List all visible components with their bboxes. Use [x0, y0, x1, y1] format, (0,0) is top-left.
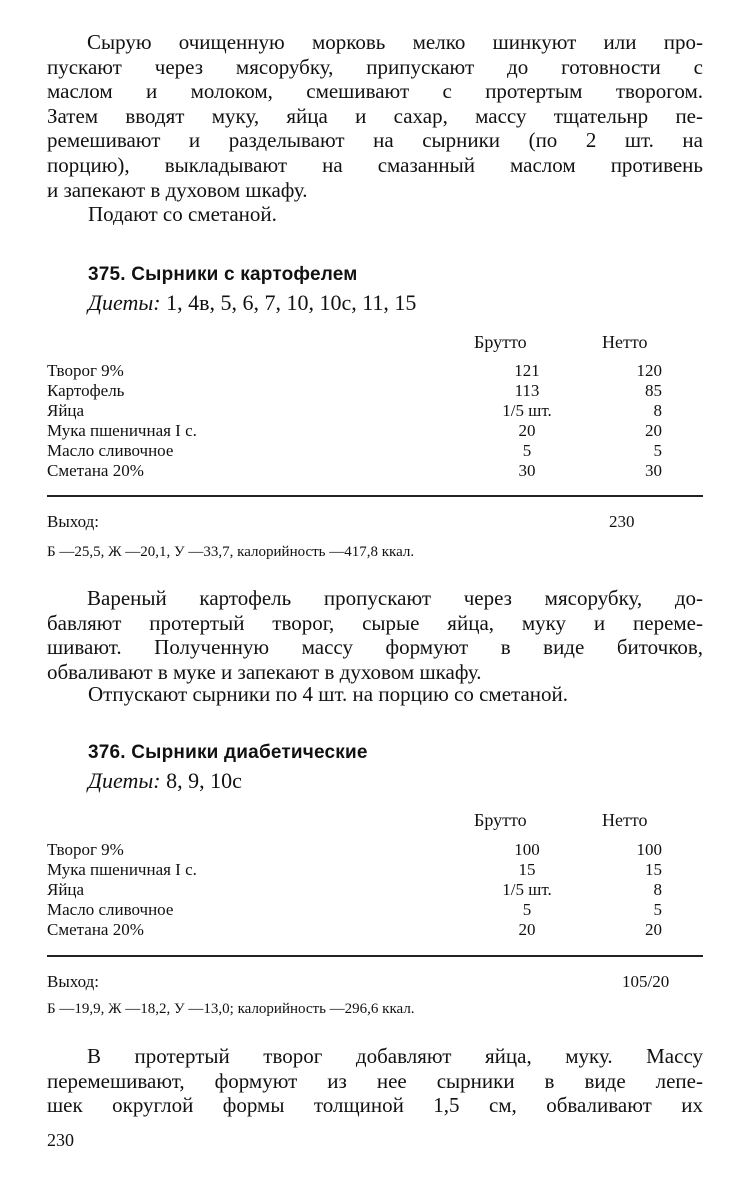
- nutrition-line: Б —19,9, Ж —18,2, У —13,0; калорийность —296,6 ккал.: [47, 1001, 415, 1017]
- text-line: маслом и молоком, смешивают с протертым творогом.: [47, 79, 703, 104]
- diets-line: [88, 290, 416, 316]
- column-header-netto: Нетто: [602, 810, 648, 830]
- brutto-value: 5: [522, 900, 532, 919]
- table-row: [47, 421, 667, 441]
- table-row: [47, 920, 667, 940]
- ingredient-name: Творог 9%: [47, 361, 124, 380]
- text-line: и запекают в духовом шкафу.: [47, 177, 308, 202]
- brutto-value: 30: [518, 461, 536, 480]
- method-paragraph: [47, 1044, 703, 1118]
- table-row: [47, 880, 667, 900]
- recipe-title: 376. Сырники диабетические: [88, 742, 368, 763]
- column-header-netto: Нетто: [602, 332, 648, 352]
- yield-row: [47, 972, 703, 992]
- netto-value: 8: [653, 880, 662, 899]
- text-line: В протертый творог добавляют яйца, муку. Массу: [87, 1044, 703, 1068]
- column-header-brutto: Брутто: [474, 810, 527, 830]
- text-line: шивают. Полученную массу формуют в виде биточков,: [47, 635, 703, 660]
- netto-value: 30: [645, 461, 662, 480]
- text-line: обваливают в муке и запекают в духовом шкафу.: [47, 659, 482, 684]
- yield-row: [47, 512, 703, 532]
- ingredient-name: Картофель: [47, 381, 125, 400]
- ingredient-name: Мука пшеничная I с.: [47, 421, 197, 440]
- text-line: шек округлой формы толщиной 1,5 см, обваливают их: [47, 1093, 703, 1118]
- brutto-value: 1/5 шт.: [502, 880, 552, 899]
- table-row: [47, 381, 667, 401]
- yield-value: 230: [609, 512, 635, 531]
- table-row: [47, 361, 667, 381]
- netto-value: 15: [645, 860, 662, 879]
- table-row: [47, 860, 667, 880]
- netto-value: 20: [645, 421, 662, 440]
- text-line: бавляют протертый творог, сырые яйца, муку и переме-: [47, 610, 703, 635]
- netto-value: 5: [653, 441, 662, 460]
- yield-value: 105/20: [622, 972, 670, 991]
- diets-label: Диеты:: [88, 290, 161, 315]
- method-paragraph: [47, 586, 703, 684]
- brutto-value: 121: [514, 361, 540, 380]
- table-divider: [47, 495, 703, 497]
- netto-value: 5: [653, 900, 662, 919]
- ingredient-name: Сметана 20%: [47, 920, 144, 939]
- text-line: Сырую очищенную морковь мелко шинкуют или про-: [87, 30, 703, 54]
- netto-value: 100: [636, 840, 662, 859]
- ingredient-name: Творог 9%: [47, 840, 124, 859]
- diets-line: [88, 768, 242, 794]
- ingredient-name: Сметана 20%: [47, 461, 144, 480]
- text-line: порцию), выкладывают на смазанный маслом противень: [47, 152, 703, 177]
- serve-note: Отпускают сырники по 4 шт. на порцию со сметаной.: [88, 682, 568, 706]
- netto-value: 120: [636, 361, 662, 380]
- text-line: перемешивают, формуют из нее сырники в виде лепе-: [47, 1068, 703, 1093]
- table-row: [47, 461, 667, 481]
- column-header-brutto: Брутто: [474, 332, 527, 352]
- table-row: [47, 840, 667, 860]
- recipe-title: 375. Сырники с картофелем: [88, 264, 358, 285]
- diets-value: 1, 4в, 5, 6, 7, 10, 10с, 11, 15: [166, 290, 417, 315]
- netto-value: 8: [653, 401, 662, 420]
- nutrition-line: Б —25,5, Ж —20,1, У —33,7, калорийность —417,8 ккал.: [47, 544, 415, 560]
- brutto-value: 20: [518, 920, 536, 939]
- ingredient-name: Яйца: [47, 401, 85, 420]
- yield-label: Выход:: [47, 972, 99, 991]
- text-line: Затем вводят муку, яйца и сахар, массу тщательнр пе-: [47, 103, 703, 128]
- brutto-value: 100: [514, 840, 540, 859]
- netto-value: 20: [645, 920, 662, 939]
- brutto-value: 1/5 шт.: [502, 401, 552, 420]
- diets-label: Диеты:: [88, 768, 161, 793]
- table-divider: [47, 955, 703, 957]
- text-line: ремешивают и разделывают на сырники (по 2 шт. на: [47, 128, 703, 153]
- ingredients-table: [47, 361, 667, 481]
- netto-value: 85: [645, 381, 662, 400]
- ingredient-name: Мука пшеничная I с.: [47, 860, 197, 879]
- brutto-value: 113: [514, 381, 540, 400]
- text-line: Вареный картофель пропускают через мясорубку, до-: [87, 586, 703, 610]
- ingredient-name: Масло сливочное: [47, 441, 174, 460]
- ingredient-name: Яйца: [47, 880, 85, 899]
- brutto-value: 15: [518, 860, 536, 879]
- serve-note: Подают со сметаной.: [88, 202, 277, 226]
- intro-paragraph: [47, 30, 703, 202]
- table-row: [47, 900, 667, 920]
- text-line: пускают через мясорубку, припускают до готовности с: [47, 54, 703, 79]
- page-number: 230: [47, 1130, 74, 1150]
- table-row: [47, 441, 667, 461]
- yield-label: Выход:: [47, 512, 99, 531]
- brutto-value: 20: [518, 421, 536, 440]
- ingredients-table: [47, 840, 667, 940]
- diets-value: 8, 9, 10с: [166, 768, 242, 793]
- ingredient-name: Масло сливочное: [47, 900, 174, 919]
- table-row: [47, 401, 667, 421]
- brutto-value: 5: [522, 441, 532, 460]
